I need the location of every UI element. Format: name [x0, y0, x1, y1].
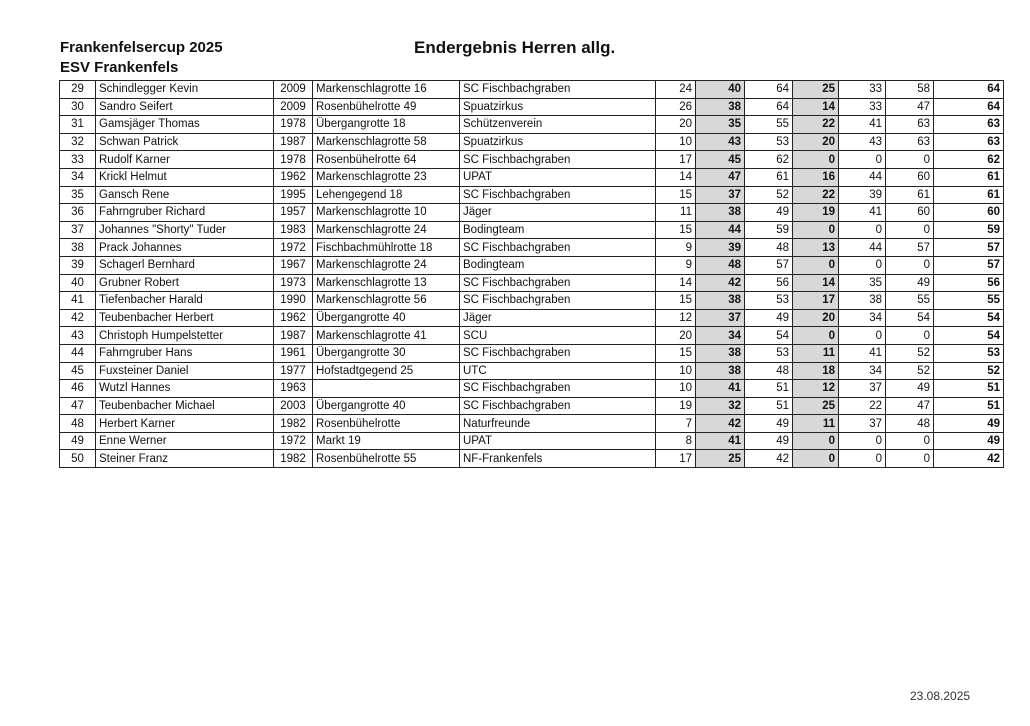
score-1-cell: 15: [656, 186, 696, 204]
score-3-cell: 53: [745, 133, 793, 151]
score-2-cell: 37: [696, 186, 745, 204]
score-3-cell: 49: [745, 309, 793, 327]
score-2-cell: 40: [696, 81, 745, 99]
score-3-cell: 53: [745, 292, 793, 310]
score-4-cell: 0: [793, 450, 839, 468]
score-2-cell: 38: [696, 98, 745, 116]
score-5-cell: 41: [839, 204, 886, 222]
score-3-cell: 64: [745, 81, 793, 99]
score-3-cell: 59: [745, 221, 793, 239]
score-5-cell: 0: [839, 256, 886, 274]
score-6-cell: 47: [886, 397, 934, 415]
results-table: [59, 80, 1004, 468]
year-cell: 1962: [274, 168, 313, 186]
score-2-cell: 41: [696, 380, 745, 398]
name-cell: Schwan Patrick: [96, 133, 274, 151]
score-5-cell: 44: [839, 239, 886, 257]
score-3-cell: 48: [745, 239, 793, 257]
club-cell: Bodingteam: [460, 256, 656, 274]
table-row: [60, 432, 1004, 450]
score-2-cell: 42: [696, 274, 745, 292]
address-cell: Markenschlagrotte 58: [313, 133, 460, 151]
name-cell: Enne Werner: [96, 432, 274, 450]
score-2-cell: 38: [696, 362, 745, 380]
score-5-cell: 0: [839, 221, 886, 239]
score-2-cell: 38: [696, 204, 745, 222]
year-cell: 1983: [274, 221, 313, 239]
score-4-cell: 18: [793, 362, 839, 380]
score-4-cell: 0: [793, 221, 839, 239]
score-4-cell: 25: [793, 397, 839, 415]
score-6-cell: 49: [886, 274, 934, 292]
rank-cell: 48: [60, 415, 96, 433]
club-cell: SC Fischbachgraben: [460, 274, 656, 292]
address-cell: Rosenbühelrotte: [313, 415, 460, 433]
score-3-cell: 54: [745, 327, 793, 345]
score-1-cell: 20: [656, 327, 696, 345]
name-cell: Prack Johannes: [96, 239, 274, 257]
score-5-cell: 37: [839, 380, 886, 398]
score-6-cell: 48: [886, 415, 934, 433]
club-cell: SC Fischbachgraben: [460, 397, 656, 415]
score-2-cell: 44: [696, 221, 745, 239]
score-5-cell: 0: [839, 432, 886, 450]
rank-cell: 37: [60, 221, 96, 239]
name-cell: Wutzl Hannes: [96, 380, 274, 398]
score-1-cell: 15: [656, 292, 696, 310]
score-6-cell: 0: [886, 256, 934, 274]
club-cell: UTC: [460, 362, 656, 380]
total-cell: 52: [934, 362, 1004, 380]
name-cell: Christoph Humpelstetter: [96, 327, 274, 345]
address-cell: Hofstadtgegend 25: [313, 362, 460, 380]
score-1-cell: 15: [656, 344, 696, 362]
rank-cell: 47: [60, 397, 96, 415]
total-cell: 51: [934, 380, 1004, 398]
table-row: [60, 415, 1004, 433]
score-1-cell: 20: [656, 116, 696, 134]
score-2-cell: 25: [696, 450, 745, 468]
score-4-cell: 14: [793, 274, 839, 292]
total-cell: 57: [934, 239, 1004, 257]
rank-cell: 32: [60, 133, 96, 151]
address-cell: Markenschlagrotte 41: [313, 327, 460, 345]
score-3-cell: 51: [745, 397, 793, 415]
total-cell: 42: [934, 450, 1004, 468]
club-cell: SC Fischbachgraben: [460, 81, 656, 99]
total-cell: 53: [934, 344, 1004, 362]
score-4-cell: 13: [793, 239, 839, 257]
score-5-cell: 33: [839, 81, 886, 99]
score-5-cell: 34: [839, 309, 886, 327]
score-4-cell: 22: [793, 186, 839, 204]
rank-cell: 31: [60, 116, 96, 134]
year-cell: 1957: [274, 204, 313, 222]
table-row: [60, 450, 1004, 468]
score-6-cell: 57: [886, 239, 934, 257]
score-6-cell: 0: [886, 432, 934, 450]
score-4-cell: 0: [793, 432, 839, 450]
address-cell: Übergangrotte 30: [313, 344, 460, 362]
address-cell: Übergangrotte 18: [313, 116, 460, 134]
score-6-cell: 49: [886, 380, 934, 398]
club-cell: SC Fischbachgraben: [460, 239, 656, 257]
score-4-cell: 12: [793, 380, 839, 398]
total-cell: 54: [934, 327, 1004, 345]
score-3-cell: 48: [745, 362, 793, 380]
year-cell: 1995: [274, 186, 313, 204]
table-row: [60, 397, 1004, 415]
name-cell: Schindlegger Kevin: [96, 81, 274, 99]
year-cell: 1973: [274, 274, 313, 292]
year-cell: 1982: [274, 450, 313, 468]
score-6-cell: 0: [886, 450, 934, 468]
address-cell: Markenschlagrotte 16: [313, 81, 460, 99]
year-cell: 1967: [274, 256, 313, 274]
total-cell: 60: [934, 204, 1004, 222]
score-1-cell: 9: [656, 256, 696, 274]
club-cell: Naturfreunde: [460, 415, 656, 433]
score-4-cell: 20: [793, 133, 839, 151]
table-row: [60, 81, 1004, 99]
rank-cell: 49: [60, 432, 96, 450]
score-4-cell: 0: [793, 256, 839, 274]
table-row: [60, 98, 1004, 116]
score-6-cell: 60: [886, 168, 934, 186]
score-2-cell: 34: [696, 327, 745, 345]
score-2-cell: 45: [696, 151, 745, 169]
score-3-cell: 55: [745, 116, 793, 134]
name-cell: Steiner Franz: [96, 450, 274, 468]
year-cell: 1987: [274, 327, 313, 345]
score-3-cell: 51: [745, 380, 793, 398]
name-cell: Rudolf Karner: [96, 151, 274, 169]
year-cell: 1977: [274, 362, 313, 380]
rank-cell: 50: [60, 450, 96, 468]
rank-cell: 39: [60, 256, 96, 274]
total-cell: 51: [934, 397, 1004, 415]
score-5-cell: 38: [839, 292, 886, 310]
club-cell: SC Fischbachgraben: [460, 380, 656, 398]
total-cell: 63: [934, 133, 1004, 151]
rank-cell: 30: [60, 98, 96, 116]
year-cell: 1972: [274, 432, 313, 450]
year-cell: 1978: [274, 116, 313, 134]
score-2-cell: 37: [696, 309, 745, 327]
name-cell: Grubner Robert: [96, 274, 274, 292]
year-cell: 2009: [274, 81, 313, 99]
score-4-cell: 0: [793, 327, 839, 345]
year-cell: 1963: [274, 380, 313, 398]
year-cell: 1987: [274, 133, 313, 151]
club-cell: UPAT: [460, 432, 656, 450]
score-3-cell: 49: [745, 204, 793, 222]
rank-cell: 45: [60, 362, 96, 380]
name-cell: Gansch Rene: [96, 186, 274, 204]
club-cell: Bodingteam: [460, 221, 656, 239]
club-cell: Spuatzirkus: [460, 133, 656, 151]
score-5-cell: 44: [839, 168, 886, 186]
score-2-cell: 38: [696, 292, 745, 310]
year-cell: 1972: [274, 239, 313, 257]
table-row: [60, 344, 1004, 362]
rank-cell: 36: [60, 204, 96, 222]
score-6-cell: 0: [886, 221, 934, 239]
score-6-cell: 54: [886, 309, 934, 327]
score-3-cell: 49: [745, 415, 793, 433]
rank-cell: 40: [60, 274, 96, 292]
score-1-cell: 7: [656, 415, 696, 433]
total-cell: 54: [934, 309, 1004, 327]
score-6-cell: 60: [886, 204, 934, 222]
table-row: [60, 309, 1004, 327]
address-cell: Markt 19: [313, 432, 460, 450]
total-cell: 63: [934, 116, 1004, 134]
score-5-cell: 35: [839, 274, 886, 292]
year-cell: 1978: [274, 151, 313, 169]
score-3-cell: 52: [745, 186, 793, 204]
result-title: Endergebnis Herren allg.: [414, 38, 616, 57]
score-5-cell: 33: [839, 98, 886, 116]
table-row: [60, 151, 1004, 169]
score-1-cell: 24: [656, 81, 696, 99]
address-cell: Rosenbühelrotte 49: [313, 98, 460, 116]
address-cell: Markenschlagrotte 24: [313, 256, 460, 274]
club-cell: SC Fischbachgraben: [460, 344, 656, 362]
score-3-cell: 49: [745, 432, 793, 450]
score-3-cell: 53: [745, 344, 793, 362]
score-3-cell: 57: [745, 256, 793, 274]
score-4-cell: 25: [793, 81, 839, 99]
table-row: [60, 256, 1004, 274]
club-cell: SC Fischbachgraben: [460, 186, 656, 204]
score-3-cell: 64: [745, 98, 793, 116]
score-1-cell: 11: [656, 204, 696, 222]
total-cell: 49: [934, 432, 1004, 450]
address-cell: Markenschlagrotte 13: [313, 274, 460, 292]
score-3-cell: 56: [745, 274, 793, 292]
score-2-cell: 43: [696, 133, 745, 151]
score-1-cell: 10: [656, 362, 696, 380]
score-6-cell: 47: [886, 98, 934, 116]
club-cell: UPAT: [460, 168, 656, 186]
table-row: [60, 116, 1004, 134]
table-row: [60, 221, 1004, 239]
score-6-cell: 63: [886, 133, 934, 151]
club-cell: SC Fischbachgraben: [460, 292, 656, 310]
score-2-cell: 39: [696, 239, 745, 257]
score-4-cell: 17: [793, 292, 839, 310]
score-1-cell: 19: [656, 397, 696, 415]
club-cell: Jäger: [460, 309, 656, 327]
address-cell: [313, 380, 460, 398]
rank-cell: 43: [60, 327, 96, 345]
score-1-cell: 15: [656, 221, 696, 239]
total-cell: 59: [934, 221, 1004, 239]
score-1-cell: 10: [656, 133, 696, 151]
name-cell: Herbert Karner: [96, 415, 274, 433]
score-5-cell: 39: [839, 186, 886, 204]
score-2-cell: 42: [696, 415, 745, 433]
score-4-cell: 19: [793, 204, 839, 222]
year-cell: 1961: [274, 344, 313, 362]
results-body: [60, 81, 1004, 468]
score-6-cell: 55: [886, 292, 934, 310]
club-cell: Schützenverein: [460, 116, 656, 134]
score-5-cell: 0: [839, 450, 886, 468]
score-4-cell: 14: [793, 98, 839, 116]
rank-cell: 35: [60, 186, 96, 204]
score-6-cell: 61: [886, 186, 934, 204]
rank-cell: 29: [60, 81, 96, 99]
score-1-cell: 9: [656, 239, 696, 257]
name-cell: Schagerl Bernhard: [96, 256, 274, 274]
table-row: [60, 239, 1004, 257]
score-1-cell: 10: [656, 380, 696, 398]
name-cell: Fahrngruber Richard: [96, 204, 274, 222]
club-cell: SC Fischbachgraben: [460, 151, 656, 169]
score-3-cell: 42: [745, 450, 793, 468]
score-5-cell: 43: [839, 133, 886, 151]
score-6-cell: 58: [886, 81, 934, 99]
event-title: Frankenfelsercup 2025: [60, 39, 223, 56]
address-cell: Übergangrotte 40: [313, 309, 460, 327]
score-5-cell: 0: [839, 151, 886, 169]
club-cell: Jäger: [460, 204, 656, 222]
name-cell: Fahrngruber Hans: [96, 344, 274, 362]
total-cell: 61: [934, 186, 1004, 204]
total-cell: 57: [934, 256, 1004, 274]
total-cell: 64: [934, 98, 1004, 116]
print-date: 23.08.2025: [910, 689, 971, 703]
score-2-cell: 47: [696, 168, 745, 186]
score-5-cell: 0: [839, 327, 886, 345]
address-cell: Lehengegend 18: [313, 186, 460, 204]
table-row: [60, 362, 1004, 380]
table-row: [60, 292, 1004, 310]
score-2-cell: 48: [696, 256, 745, 274]
address-cell: Markenschlagrotte 24: [313, 221, 460, 239]
score-2-cell: 35: [696, 116, 745, 134]
score-5-cell: 34: [839, 362, 886, 380]
score-2-cell: 41: [696, 432, 745, 450]
name-cell: Teubenbacher Herbert: [96, 309, 274, 327]
rank-cell: 44: [60, 344, 96, 362]
rank-cell: 42: [60, 309, 96, 327]
score-6-cell: 52: [886, 344, 934, 362]
score-1-cell: 26: [656, 98, 696, 116]
total-cell: 64: [934, 81, 1004, 99]
rank-cell: 34: [60, 168, 96, 186]
score-1-cell: 14: [656, 168, 696, 186]
title-block: [60, 38, 223, 78]
table-row: [60, 204, 1004, 222]
score-4-cell: 20: [793, 309, 839, 327]
score-2-cell: 32: [696, 397, 745, 415]
name-cell: Tiefenbacher Harald: [96, 292, 274, 310]
total-cell: 56: [934, 274, 1004, 292]
table-row: [60, 133, 1004, 151]
score-6-cell: 63: [886, 116, 934, 134]
table-row: [60, 186, 1004, 204]
year-cell: 2003: [274, 397, 313, 415]
score-4-cell: 11: [793, 344, 839, 362]
club-cell: SCU: [460, 327, 656, 345]
score-4-cell: 11: [793, 415, 839, 433]
address-cell: Markenschlagrotte 10: [313, 204, 460, 222]
name-cell: Teubenbacher Michael: [96, 397, 274, 415]
score-5-cell: 37: [839, 415, 886, 433]
address-cell: Fischbachmühlrotte 18: [313, 239, 460, 257]
rank-cell: 33: [60, 151, 96, 169]
year-cell: 1982: [274, 415, 313, 433]
score-5-cell: 41: [839, 344, 886, 362]
total-cell: 62: [934, 151, 1004, 169]
table-row: [60, 168, 1004, 186]
table-row: [60, 327, 1004, 345]
name-cell: Sandro Seifert: [96, 98, 274, 116]
club-cell: NF-Frankenfels: [460, 450, 656, 468]
year-cell: 2009: [274, 98, 313, 116]
score-5-cell: 22: [839, 397, 886, 415]
score-6-cell: 0: [886, 151, 934, 169]
name-cell: Krickl Helmut: [96, 168, 274, 186]
address-cell: Markenschlagrotte 56: [313, 292, 460, 310]
rank-cell: 46: [60, 380, 96, 398]
address-cell: Markenschlagrotte 23: [313, 168, 460, 186]
score-3-cell: 62: [745, 151, 793, 169]
table-row: [60, 380, 1004, 398]
year-cell: 1962: [274, 309, 313, 327]
name-cell: Gamsjäger Thomas: [96, 116, 274, 134]
total-cell: 49: [934, 415, 1004, 433]
club-title: ESV Frankenfels: [60, 59, 179, 76]
total-cell: 61: [934, 168, 1004, 186]
score-4-cell: 16: [793, 168, 839, 186]
total-cell: 55: [934, 292, 1004, 310]
score-1-cell: 14: [656, 274, 696, 292]
name-cell: Johannes "Shorty" Tuder: [96, 221, 274, 239]
address-cell: Rosenbühelrotte 64: [313, 151, 460, 169]
name-cell: Fuxsteiner Daniel: [96, 362, 274, 380]
score-2-cell: 38: [696, 344, 745, 362]
club-cell: Spuatzirkus: [460, 98, 656, 116]
rank-cell: 38: [60, 239, 96, 257]
score-1-cell: 17: [656, 151, 696, 169]
score-1-cell: 8: [656, 432, 696, 450]
score-6-cell: 0: [886, 327, 934, 345]
year-cell: 1990: [274, 292, 313, 310]
score-3-cell: 61: [745, 168, 793, 186]
score-5-cell: 41: [839, 116, 886, 134]
score-4-cell: 22: [793, 116, 839, 134]
rank-cell: 41: [60, 292, 96, 310]
score-6-cell: 52: [886, 362, 934, 380]
score-4-cell: 0: [793, 151, 839, 169]
address-cell: Übergangrotte 40: [313, 397, 460, 415]
score-1-cell: 12: [656, 309, 696, 327]
address-cell: Rosenbühelrotte 55: [313, 450, 460, 468]
score-1-cell: 17: [656, 450, 696, 468]
table-row: [60, 274, 1004, 292]
